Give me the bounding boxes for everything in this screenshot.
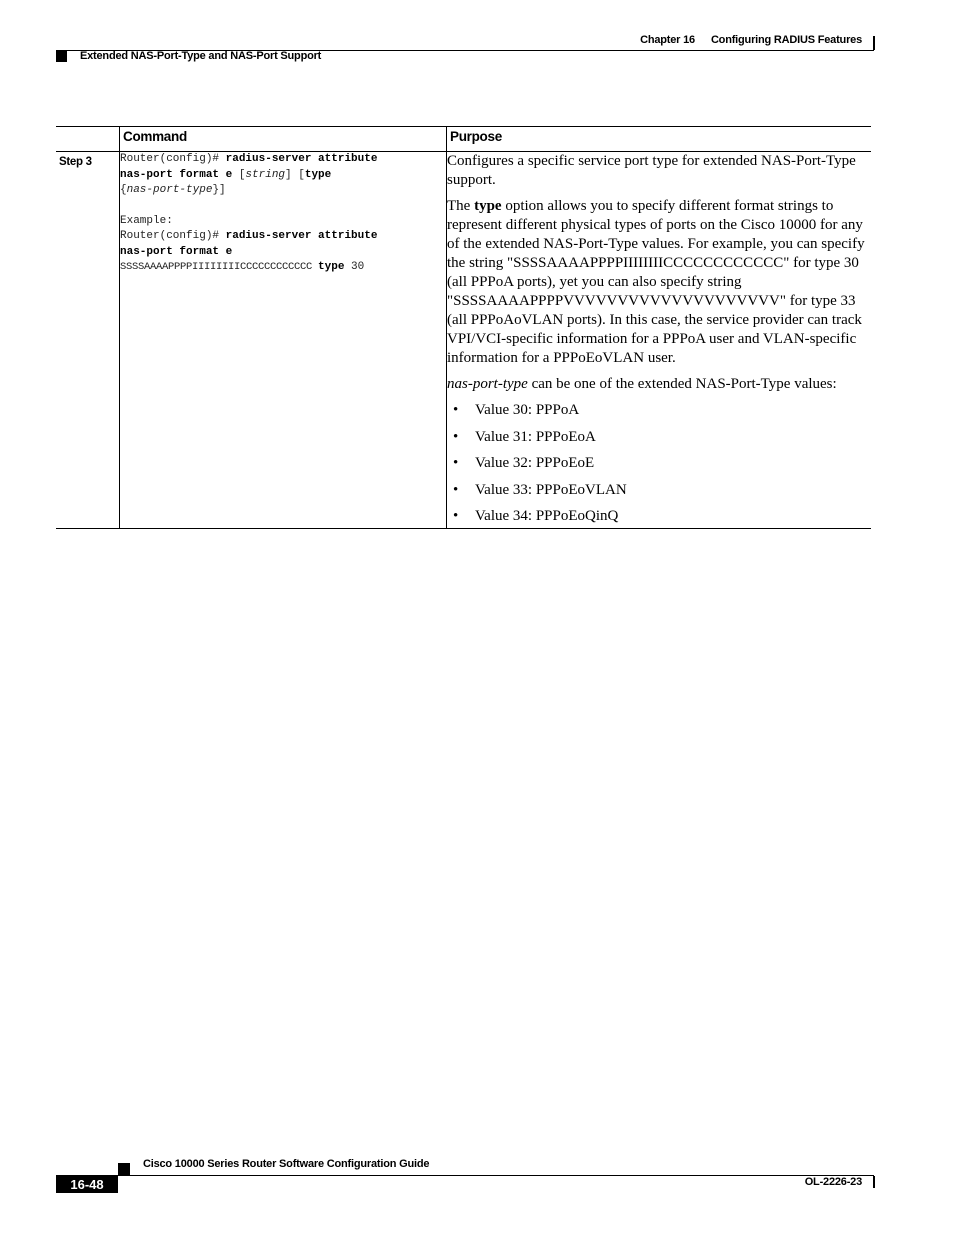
step-label: Step 3: [59, 156, 92, 168]
bullet-icon: •: [453, 455, 459, 471]
list-item-text: Value 34: PPPoEoQinQ: [475, 508, 619, 524]
text-run: option allows you to specify different format strings to represent different physical types of ports on the Cisco 10000 for any of the extended NAS-Port-Type values. For example, you can specify the string "SSSSAAAAPPPPIIIIIIIICCCCCCCCCCCC" for type 30 (all PPPoA ports), yet you can also specify string "SSSSAAAAPPPPVVVVVVVVVVVVVVVVVVVV" for type 33 (all PPPoAoVLAN ports). In this case, the service provider can track VPI/VCI-specific information for a PPPoA user and VLAN-specific information for a PPPoEoVLAN user.: [447, 198, 865, 366]
cli-bracket: ] [: [285, 168, 305, 181]
list-item-text: Value 31: PPPoEoA: [475, 428, 596, 445]
list-item: [453, 454, 871, 473]
footer-doc-number: OL-2226-23: [804, 1176, 862, 1188]
purpose-paragraph: Configures a specific service port type for extended NAS-Port-Type support.: [447, 153, 856, 188]
purpose-paragraph: [447, 197, 871, 368]
bullet-icon: •: [453, 508, 459, 524]
list-item-text: Value 33: PPPoEoVLAN: [475, 481, 627, 498]
header-command: Command: [120, 127, 447, 152]
command-cell: [120, 152, 447, 529]
purpose-paragraph: [447, 375, 871, 394]
cli-keyword: type: [318, 261, 345, 273]
text-bold: type: [474, 198, 502, 214]
bullet-icon: •: [453, 481, 459, 498]
format-string: SSSSAAAAPPPPIIIIIIIICCCCCCCCCCCC: [120, 261, 319, 273]
value-list: [447, 401, 871, 526]
cli-keyword: type: [304, 168, 332, 181]
table-row: [56, 152, 871, 529]
cli-prompt: Router(config)#: [120, 153, 226, 165]
command-syntax: [120, 152, 446, 276]
cli-prompt: Router(config)#: [120, 230, 226, 242]
running-header-chapter: [640, 34, 862, 46]
list-item: [453, 507, 871, 526]
running-header-section: Extended NAS-Port-Type and NAS-Port Support: [80, 50, 322, 62]
cli-bracket: [: [232, 168, 246, 181]
table-header-row: [56, 127, 871, 152]
example-label: Example:: [120, 214, 173, 227]
step-cell: [56, 152, 120, 529]
header-step-cell: [56, 127, 120, 152]
type-value: 30: [344, 261, 365, 273]
list-item: [453, 428, 871, 447]
command-table: [56, 126, 871, 529]
chapter-title: Configuring RADIUS Features: [710, 34, 862, 46]
purpose-cell: [447, 152, 872, 529]
footer-square-marker: [118, 1163, 130, 1175]
header-bar: [873, 36, 875, 50]
bullet-icon: •: [453, 402, 459, 418]
cli-brace: {: [120, 184, 127, 196]
header-purpose: Purpose: [447, 127, 872, 152]
cli-keyword: radius-server attribute: [225, 230, 378, 242]
page-number: 16-48: [56, 1175, 118, 1193]
text-italic: nas-port-type: [447, 376, 528, 392]
cli-keyword: nas-port format e: [120, 168, 233, 181]
footer-rule: [118, 1175, 874, 1176]
list-item: [453, 401, 871, 420]
footer-bar: [873, 1176, 875, 1188]
cli-argument: nas-port-type: [126, 184, 213, 196]
cli-argument: string: [245, 168, 286, 181]
list-item-text: Value 32: PPPoEoE: [475, 455, 595, 471]
text-run: The: [447, 198, 475, 214]
header-square-marker: [56, 51, 67, 62]
chapter-number: Chapter 16: [640, 34, 695, 46]
footer-book-title: Cisco 10000 Series Router Software Configuration Guide: [143, 1158, 430, 1170]
list-item-text: Value 30: PPPoA: [475, 402, 580, 418]
cli-keyword: nas-port format e: [120, 245, 233, 258]
bullet-icon: •: [453, 428, 459, 445]
cli-brace: }]: [212, 184, 226, 196]
list-item: [453, 481, 871, 500]
text-run: can be one of the extended NAS-Port-Type values:: [527, 376, 837, 392]
cli-keyword: radius-server attribute: [225, 153, 378, 165]
